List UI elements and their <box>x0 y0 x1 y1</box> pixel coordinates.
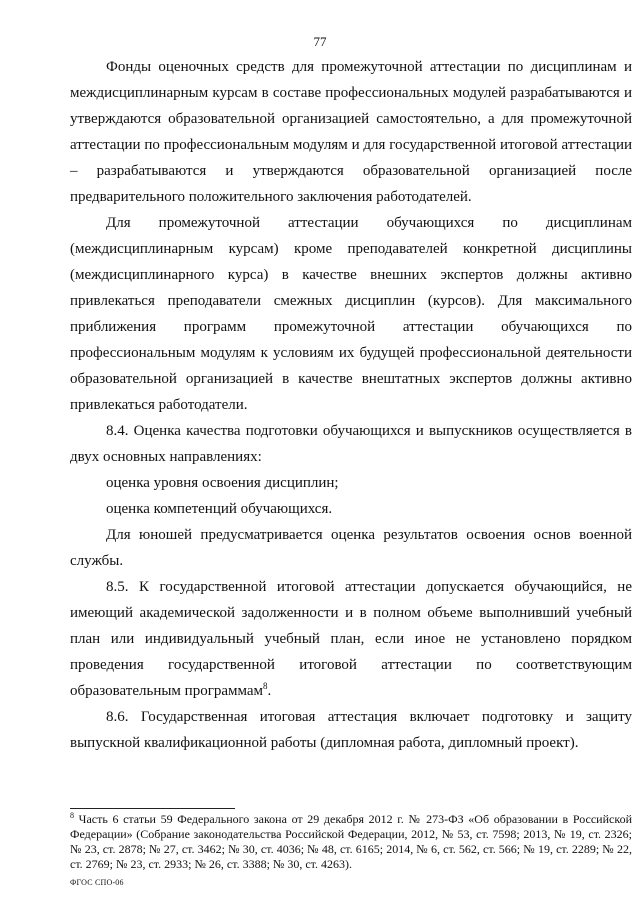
list-item-competence-assessment: оценка компетенций обучающихся. <box>106 501 333 517</box>
list-item-discipline-assessment: оценка уровня освоения дисциплин; <box>106 475 339 491</box>
paragraph-8-5-text: 8.5. К государственной итоговой аттестации допускается обучающийся, не имеющий академической задолженности и в полном объеме выполнивший учебный план или индивидуальный учебный план, если иное не установлено порядком проведения государственной итоговой аттестации по соответствующим образовательным программам <box>70 579 632 699</box>
footnote-reference: 8 <box>263 681 268 691</box>
paragraph-military-service: Для юношей предусматривается оценка результатов освоения основ военной службы. <box>70 527 632 569</box>
footnote-divider <box>70 808 235 809</box>
paragraph-external-experts: Для промежуточной аттестации обучающихся по дисциплинам (междисциплинарным курсам) кроме преподавателей конкретной дисциплины (междисциплинарного курса) в качестве внешних экспертов должны активно привлекаться преподаватели смежных дисциплин (курсов). Для максимального приближения программ промежуточной аттестации обучающихся по профессиональным модулям к условиям их будущей профессиональной деятельности образовательной организацией в качестве внештатных экспертов должны активно привлекаться работодатели. <box>70 215 632 413</box>
footnote-text: Часть 6 статьи 59 Федерального закона от 29 декабря 2012 г. № 273-ФЗ «Об образовании в Российской Федерации» (Собрание законодательства Российской Федерации, 2012, № 53, ст. 7598; 2013, № 19, ст. 2326; № 23, ст. 2878; № 27, ст. 3462; № 30, ст. 4036; № 48, ст. 6165; 2014, № 6, ст. 562, ст. 566; № 19, ст. 2289; № 22, ст. 2769; № 23, ст. 2933; № 26, ст. 3388; № 30, ст. 4263). <box>70 812 632 871</box>
paragraph-assessment-funds: Фонды оценочных средств для промежуточной аттестации по дисциплинам и междисциплинарным курсам в составе профессиональных модулей разрабатываются и утверждаются образовательной организацией самостоятельно, а для промежуточной аттестации по профессиональным модулям и для государственной итоговой аттестации – разрабатываются и утверждаются образовательной организацией после предварительного положительного заключения работодателей. <box>70 59 632 205</box>
paragraph-8-4: 8.4. Оценка качества подготовки обучающихся и выпускников осуществляется в двух основных направлениях: <box>70 423 632 465</box>
document-body <box>70 54 632 756</box>
footnote <box>70 812 632 872</box>
document-code: ФГОС СПО-06 <box>70 878 124 887</box>
page-number: 77 <box>313 34 327 49</box>
paragraph-8-6: 8.6. Государственная итоговая аттестация включает подготовку и защиту выпускной квалификационной работы (дипломная работа, дипломный проект). <box>70 709 632 751</box>
footnote-marker: 8 <box>70 811 74 820</box>
paragraph-8-5: 8.5. К государственной итоговой аттестации допускается обучающийся, не имеющий академической задолженности и в полном объеме выполнивший учебный план или индивидуальный учебный план, если иное не установлено порядком проведения государственной итоговой аттестации по соответствующим образовательным программам$^8$. <box>70 579 632 699</box>
